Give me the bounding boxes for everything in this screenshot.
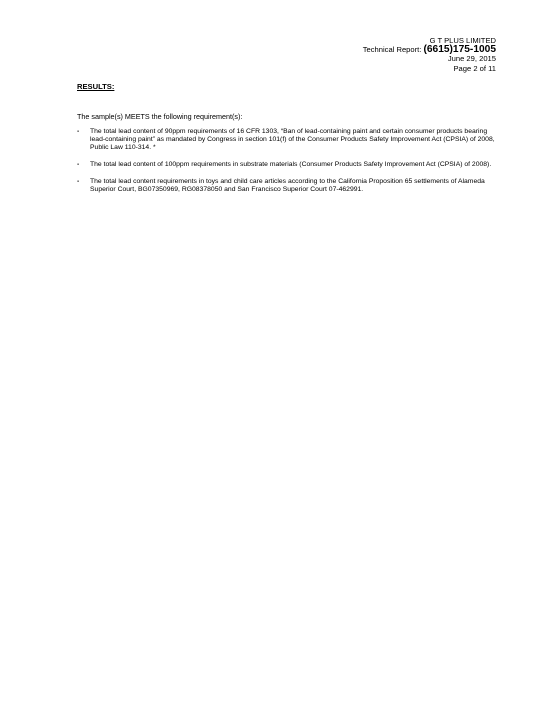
requirement-text: The total lead content of 90ppm requirements of 16 CFR 1303, “Ban of lead-containing paint and certain consumer products bearing lead-containing paint” as mandated by Congress in section 101(f) of the Consumer Products Safety Improvement Act (CPSIA) of 2008, Public Law 110-314. * [90, 128, 495, 152]
page-number: Page 2 of 11 [453, 63, 496, 73]
requirement-text: The total lead content requirements in toys and child care articles according to the California Proposition 65 settlements of Alameda Superior Court, BG07350969, RG08378050 and San Francisco Superior Court 07-462991. [90, 177, 485, 194]
report-label: Technical Report: [362, 45, 424, 55]
report-header [363, 36, 496, 73]
requirement-item [77, 178, 501, 194]
results-heading: RESULTS: [77, 82, 115, 91]
bullet-marker: - [77, 177, 80, 185]
report-date: June 29, 2015 [447, 54, 496, 64]
company-name: G T PLUS LIMITED [429, 36, 496, 45]
requirements-list [77, 128, 501, 203]
results-intro: The sample(s) MEETS the following requirement(s): [77, 112, 243, 121]
report-number: (6615)175-1005 [423, 44, 496, 56]
requirement-text: The total lead content of 100ppm requirements in substrate materials (Consumer Products Safety Improvement Act (CPSIA) of 2008). [90, 161, 492, 169]
technical-report-line [363, 45, 496, 54]
bullet-marker: - [77, 128, 80, 135]
bullet-marker: - [77, 161, 80, 169]
requirement-item [77, 161, 501, 169]
requirement-item [77, 128, 501, 153]
